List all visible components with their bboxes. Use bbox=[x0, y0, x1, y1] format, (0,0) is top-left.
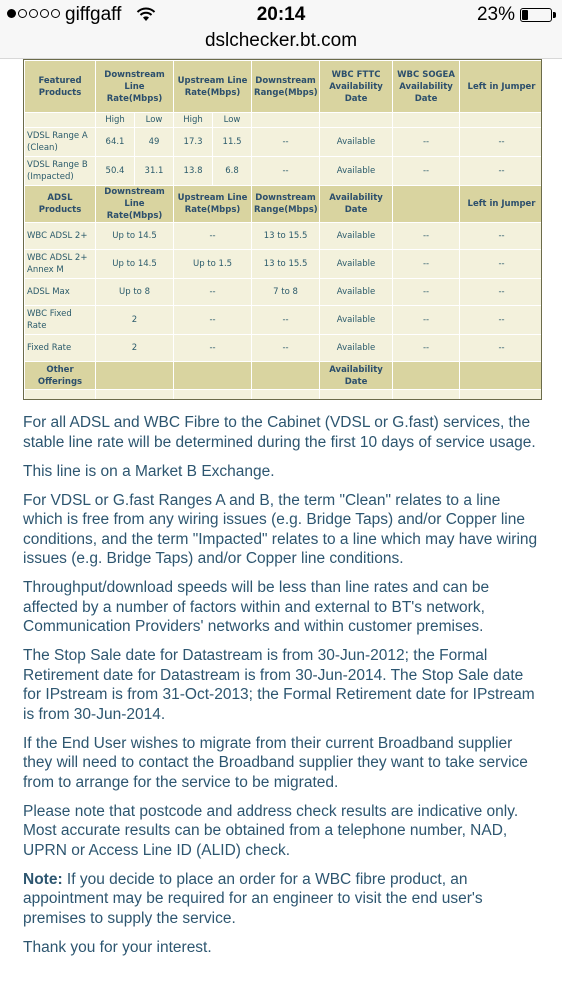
subheader-row bbox=[25, 113, 543, 128]
subheader-cell: High bbox=[96, 113, 135, 128]
fttc-header-row bbox=[25, 61, 543, 113]
header-cell: Downstream Line Rate(Mbps) bbox=[96, 61, 174, 113]
table-cell: -- bbox=[174, 306, 252, 335]
subheader-cell: Low bbox=[213, 113, 252, 128]
header-cell: ADSL Products bbox=[25, 186, 96, 223]
table-cell: VDSL Range B (Impacted) bbox=[25, 157, 96, 186]
paragraph: For VDSL or G.fast Ranges A and B, the term "Clean" relates to a line which is free from any wiring issues (e.g. Bridge Taps) and/or Copper line conditions, and the term "Impacted" relates to a line which may have wiring issues (e.g. Bridge Taps) and/or Copper line conditions. bbox=[23, 491, 538, 567]
table-cell bbox=[25, 390, 96, 401]
header-cell: Upstream Line Rate(Mbps) bbox=[174, 61, 252, 113]
paragraph: This line is on a Market B Exchange. bbox=[23, 462, 275, 480]
table-cell: 7 to 8 bbox=[252, 279, 320, 306]
table-cell bbox=[96, 390, 174, 401]
table-cell: 13 to 15.5 bbox=[252, 223, 320, 250]
table-cell: -- bbox=[460, 157, 542, 186]
table-cell bbox=[174, 390, 252, 401]
table-cell: WBC ADSL 2+ Annex M bbox=[25, 250, 96, 279]
table-cell: -- bbox=[174, 279, 252, 306]
table-cell: -- bbox=[460, 335, 542, 362]
table-row bbox=[25, 128, 543, 157]
note-text: If you decide to place an order for a WBC fibre product, an appointment may be required for an engineer to visit the end user's premises to supply the service. bbox=[23, 870, 483, 927]
table-row bbox=[25, 223, 543, 250]
paragraph: The Stop Sale date for Datastream is from 30-Jun-2012; the Formal Retirement date for Datastream is from 30-Jun-2014. The Stop Sale date for IPstream is from 31-Oct-2013; the Formal Retirement date for IPstream is from 30-Jun-2014. bbox=[23, 647, 535, 723]
header-cell: Downstream Line Rate(Mbps) bbox=[96, 186, 174, 223]
table-cell: -- bbox=[460, 279, 542, 306]
table-cell: -- bbox=[393, 128, 460, 157]
table-cell: Available bbox=[320, 279, 393, 306]
table-cell: Up to 1.5 bbox=[174, 250, 252, 279]
table-cell: Fixed Rate bbox=[25, 335, 96, 362]
header-cell: Left in Jumper bbox=[460, 186, 542, 223]
table-cell: -- bbox=[252, 128, 320, 157]
table-cell: -- bbox=[393, 250, 460, 279]
adsl-header-row bbox=[25, 186, 543, 223]
table-cell: -- bbox=[460, 250, 542, 279]
table-cell: 2 bbox=[96, 306, 174, 335]
table-cell: 49 bbox=[135, 128, 174, 157]
availability-table bbox=[23, 59, 542, 400]
table-cell: -- bbox=[460, 306, 542, 335]
table-cell: 13.8 bbox=[174, 157, 213, 186]
note-paragraph bbox=[23, 870, 543, 929]
table-cell: Available bbox=[320, 223, 393, 250]
table-cell: ADSL Max bbox=[25, 279, 96, 306]
table-row bbox=[25, 335, 543, 362]
battery-icon bbox=[520, 8, 552, 22]
paragraph: For all ADSL and WBC Fibre to the Cabinet (VDSL or G.fast) services, the stable line rate will be determined during the first 10 days of service usage. bbox=[23, 414, 536, 451]
address-bar[interactable] bbox=[0, 30, 562, 59]
table-cell bbox=[460, 390, 542, 401]
header-cell: Featured Products bbox=[25, 61, 96, 113]
table-cell bbox=[252, 390, 320, 401]
table-row bbox=[25, 390, 543, 401]
table-cell: -- bbox=[460, 128, 542, 157]
table-cell: -- bbox=[252, 157, 320, 186]
header-cell: Availability Date bbox=[320, 186, 393, 223]
carrier-name: giffgaff bbox=[65, 4, 122, 25]
table-cell: 6.8 bbox=[213, 157, 252, 186]
url-text: dslchecker.bt.com bbox=[204, 30, 358, 51]
table-cell: -- bbox=[174, 335, 252, 362]
table-cell: -- bbox=[393, 335, 460, 362]
battery-percentage: 23% bbox=[476, 4, 515, 25]
table-cell: Up to 8 bbox=[96, 279, 174, 306]
table-cell: 64.1 bbox=[96, 128, 135, 157]
table-cell bbox=[393, 390, 460, 401]
table-cell: -- bbox=[393, 279, 460, 306]
table-cell: -- bbox=[252, 335, 320, 362]
table-cell: 50.4 bbox=[96, 157, 135, 186]
note-label: Note: bbox=[23, 870, 63, 888]
header-cell: Other Offerings bbox=[25, 362, 96, 390]
table-cell: WBC Fixed Rate bbox=[25, 306, 96, 335]
table-cell: -- bbox=[393, 306, 460, 335]
table-cell: 13 to 15.5 bbox=[252, 250, 320, 279]
table-cell: -- bbox=[174, 223, 252, 250]
table-cell: VDSL Range A (Clean) bbox=[25, 128, 96, 157]
paragraph: If the End User wishes to migrate from their current Broadband supplier they will need to contact the Broadband supplier they want to take service from to arrange for the service to be migrated. bbox=[23, 734, 528, 791]
table-cell: -- bbox=[393, 157, 460, 186]
status-bar bbox=[0, 0, 562, 30]
clock: 20:14 bbox=[256, 4, 306, 25]
table-row bbox=[25, 250, 543, 279]
table-row bbox=[25, 157, 543, 186]
paragraph: Please note that postcode and address check results are indicative only. Most accurate results can be obtained from a telephone number, NAD, UPRN or Access Line ID (ALID) check. bbox=[23, 802, 519, 859]
header-cell: WBC SOGEA Availability Date bbox=[393, 61, 460, 113]
table-cell: -- bbox=[460, 223, 542, 250]
header-cell: WBC FTTC Availability Date bbox=[320, 61, 393, 113]
table-cell: -- bbox=[252, 306, 320, 335]
header-cell: Downstream Range(Mbps) bbox=[252, 61, 320, 113]
header-cell: Downstream Range(Mbps) bbox=[252, 186, 320, 223]
subheader-cell: Low bbox=[135, 113, 174, 128]
table-cell: Available bbox=[320, 128, 393, 157]
header-cell: Left in Jumper bbox=[460, 61, 542, 113]
closing-text: Thank you for your interest. bbox=[23, 938, 212, 956]
subheader-cell: High bbox=[174, 113, 213, 128]
table-cell: Up to 14.5 bbox=[96, 223, 174, 250]
header-cell bbox=[393, 186, 460, 223]
table-cell: Available bbox=[320, 306, 393, 335]
table-cell: 11.5 bbox=[213, 128, 252, 157]
header-cell: Availability Date bbox=[320, 362, 393, 390]
other-header-row bbox=[25, 362, 543, 390]
table-cell bbox=[320, 390, 393, 401]
table-cell: 17.3 bbox=[174, 128, 213, 157]
table-row bbox=[25, 279, 543, 306]
table-cell: 31.1 bbox=[135, 157, 174, 186]
paragraph: Throughput/download speeds will be less than line rates and can be affected by a number of factors within and external to BT's network, Communication Providers' networks and within customer premises. bbox=[23, 579, 490, 635]
table-row bbox=[25, 306, 543, 335]
header-cell: Upstream Line Rate(Mbps) bbox=[174, 186, 252, 223]
table-cell: Available bbox=[320, 335, 393, 362]
table-cell: Available bbox=[320, 250, 393, 279]
table-cell: Available bbox=[320, 157, 393, 186]
table-cell: 2 bbox=[96, 335, 174, 362]
table-cell: Up to 14.5 bbox=[96, 250, 174, 279]
table-cell: WBC ADSL 2+ bbox=[25, 223, 96, 250]
table-cell: -- bbox=[393, 223, 460, 250]
info-text bbox=[23, 413, 543, 967]
